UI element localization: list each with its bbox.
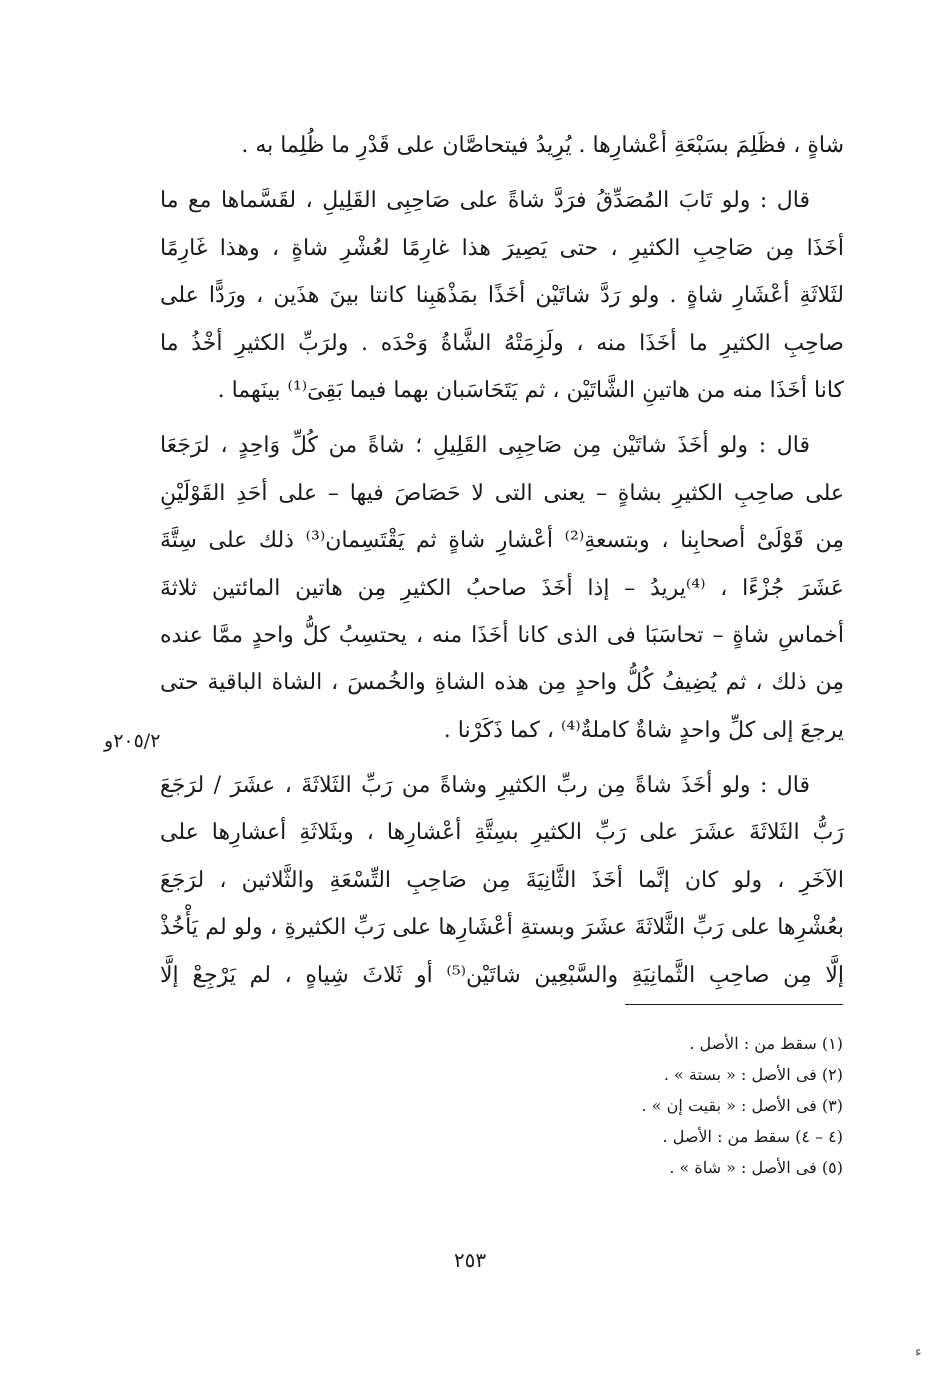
edge-mark: ء (915, 1344, 922, 1360)
text-line: عَشَرَ جُزْءًا ، ⁽⁴⁾يريدُ – إذا أخَذَ صاحبُ الكثيرِ مِن هاتين المائتين ثلاثةَ (160, 575, 844, 601)
paragraph-gap (160, 414, 844, 422)
text-line: كانا أخَذَا منه من هاتينِ الشَّاتَيْن ، ثم يَتَحَاسَبان بهما فيما بَقِىَ⁽¹⁾ بينَهما . (217, 377, 844, 403)
text-line: الآخَرِ ، ولو كان إنَّما أخَذَ الثَّانِيَةَ مِن صَاحِبِ التِّسْعَةِ والثَّلاثين ، لرَجَعَ (160, 867, 844, 893)
footnote: (١) سقط من : الأصل . (689, 1034, 843, 1053)
text-line: يرجعَ إلى كلِّ واحدٍ شاةٌ كاملةٌ⁽⁴⁾ ، كما ذَكَرْنا . (443, 717, 844, 743)
text-line: قال : ولو أخَذَ شاتَيْن مِن صَاحِبِى القَلِيلِ ؛ شاةً من كُلِّ وَاحِدٍ ، لرَجَعَا (160, 433, 810, 459)
text-line: قال : ولو أخَذَ شاةً مِن ربِّ الكثيرِ وشاةً من رَبِّ الثَلاثَةَ ، عشَرَ / لرَجَعَ (160, 773, 810, 799)
text-line: أخماسِ شاةٍ – تحاسَبَا فى الذى كانا أخَذَا منه ، يحتسِبُ كلُّ واحدٍ ممَّا عنده (160, 622, 844, 648)
footnote: (٥) فى الأصل : « شاة » . (669, 1158, 843, 1177)
text-line: على صاحِبِ الكثيرِ بشاةٍ – يعنى التى لا حَصَاصَ فيها – على أحَدِ القَوْلَيْنِ (160, 480, 844, 506)
text-line: رَبُّ الثَلاثَةَ عشَرَ على رَبِّ الكثيرِ بسِتَّةِ أعْشارِها ، وبثَلاثَةِ أعشارِها على (160, 820, 844, 846)
main-text (160, 122, 844, 999)
footnote: (٣) فى الأصل : « بقيت إن » . (641, 1096, 843, 1115)
text-line: أخَذَا مِن صَاحِبِ الكثيرِ ، حتى يَصِيرَ هذا غارِمًا لعُشْرِ شاةٍ ، وهذا غَارِمًا (160, 235, 844, 261)
text-line: مِن قَوْلَىْ أصحابِنا ، وبتسعةِ⁽²⁾ أعْشارِ شاةٍ ثم يَقْتَسِمان⁽³⁾ ذلك على سِتَّةَ (160, 528, 844, 554)
text-line: بعُشْرِها على رَبِّ الثَّلاثَةَ عشَرَ وبستةِ أعْشَارِها على رَبِّ الكثيرةِ ، ولو لم يَأْخُذْ (160, 915, 844, 941)
paragraph-gap (160, 169, 844, 177)
page-number: ٢٥٣ (453, 1248, 487, 1272)
text-line: مِن ذلك ، ثم يُضِيفُ كُلُّ واحدٍ مِن هذه الشاةِ والخُمسَ ، الشاة الباقية حتى (160, 670, 844, 696)
text-line: شاةٍ ، فظَلِمَ بسَبْعَةِ أعْشارِها . يُرِيدُ فيتحاصَّان على قَدْرِ ما ظُلِما به . (241, 133, 844, 158)
text-line: صاحِبِ الكثيرِ ما أخَذَا منه ، ولَزِمَتْهُ الشَّاةُ وَحْدَه . ولرَبِّ الكثيرِ أخْذُ ما (160, 330, 844, 356)
footnote: (٤ – ٤) سقط من : الأصل . (662, 1127, 843, 1146)
text-line: قال : ولو تَابَ المُصَدِّقُ فرَدَّ شاةً على صَاحِبِى القَلِيلِ ، لقَسَّماها مع ما (160, 188, 810, 214)
footnote-separator (625, 1004, 843, 1005)
paragraph-gap (160, 754, 844, 762)
footnotes (443, 1028, 843, 1183)
text-line: إلَّا مِن صاحِبِ الثَّمانِيَةِ والسَّبْعِين شاتَيْن⁽⁵⁾ أو ثَلاثَ شِياهٍ ، لم يَرْجِعْ إلَّا (160, 962, 844, 988)
manuscript-folio-note: ٢٠٥/٢و (104, 730, 161, 752)
footnote: (٢) فى الأصل : « بستة » . (663, 1065, 843, 1084)
text-line: لثَلاثَةِ أعْشَارِ شاةٍ . ولو رَدَّ شاتَيْن أخَذًا بمَذْهَبِنا كانتا بينَ هذَين ، ورَدًّا على (160, 283, 844, 309)
